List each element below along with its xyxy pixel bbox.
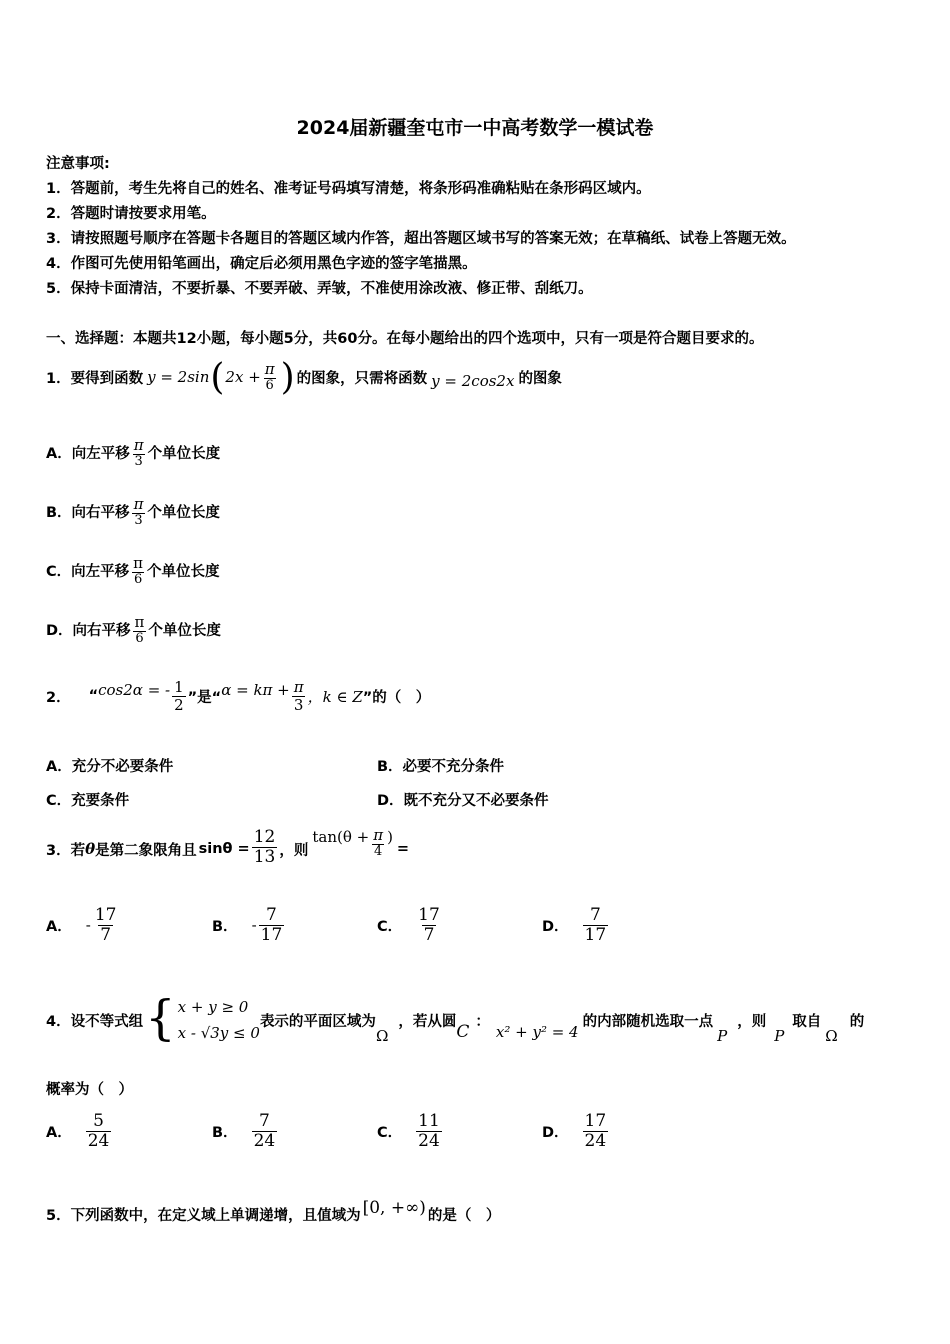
q3-b-num: 7 xyxy=(266,905,277,925)
q4-t2: ，若从圆 xyxy=(398,1013,457,1030)
note-item-5: 5．保持卡面清洁，不要折暴、不要弄破、弄皱，不准使用涂改液、修正带、刮纸刀。 xyxy=(46,281,593,297)
q1-option-c-label: C．向左平移 xyxy=(46,564,130,581)
q4-brace: { xyxy=(145,990,176,1046)
q4-d-num: 17 xyxy=(584,1111,607,1131)
question-4 xyxy=(46,990,864,1050)
q1-f1-inner: 2x + xyxy=(225,368,261,386)
q4-c-frac xyxy=(416,1112,442,1150)
q4-t5: 取自 xyxy=(792,1013,822,1030)
q4-P-2: P xyxy=(774,1027,785,1045)
q4-b-num: 7 xyxy=(258,1111,270,1131)
q3-b-sign: - xyxy=(251,916,257,935)
q3-c-den: 7 xyxy=(423,924,435,945)
q4-c-den: 24 xyxy=(418,1130,440,1151)
q4-b-den: 24 xyxy=(253,1130,276,1151)
q1-f1-den: 6 xyxy=(265,377,274,393)
note-item-1: 1．答题前，考生先将自己的姓名、准考证号码填写清楚，将条形码准确粘贴在条形码区域内。 xyxy=(46,181,651,197)
q3-tan: tan(θ + xyxy=(312,828,370,846)
q3-a-den: 7 xyxy=(100,924,112,945)
q1-prefix: 1．要得到函数 xyxy=(46,370,144,387)
q1-option-b-tail: 个单位长度 xyxy=(147,505,220,522)
q1-suffix: 的图象 xyxy=(518,370,562,387)
q1-pi-over-6 xyxy=(263,361,277,393)
q2-cond1-num: 1 xyxy=(174,678,184,696)
q1-c-num: π xyxy=(133,554,144,572)
q2-open-quote: “ xyxy=(88,688,99,704)
q1-option-c-tail: 个单位长度 xyxy=(147,564,220,581)
q3-d-frac xyxy=(583,906,609,944)
q3-b-den: 17 xyxy=(260,924,283,945)
q3-tan-frac xyxy=(371,827,385,859)
q1-f1-num: π xyxy=(264,360,275,379)
q1-option-d-label: D．向右平移 xyxy=(46,623,131,640)
q4-a-den: 24 xyxy=(87,1130,110,1151)
q4-omega-1: Ω xyxy=(375,1027,389,1045)
q4-t1: 表示的平面区域为 xyxy=(259,1013,376,1030)
q4-a-num: 5 xyxy=(93,1111,104,1131)
q3-four: 4 xyxy=(373,843,383,859)
q4-prefix: 4．设不等式组 xyxy=(46,1013,144,1030)
q4-circle: x² + y² = 4 xyxy=(495,1023,579,1041)
q2-cond2-num: π xyxy=(293,678,304,696)
q4-ineq2: x - √3y ≤ 0 xyxy=(177,1024,260,1042)
q4-d-label: D． xyxy=(542,1124,569,1141)
q2-suffix: ”的（ ） xyxy=(362,689,431,706)
q4-b-label: B． xyxy=(212,1124,238,1141)
q2-option-c[interactable]: C．充要条件 xyxy=(46,793,130,809)
q1-option-b-label: B．向右平移 xyxy=(46,505,130,522)
page-title: 2024届新疆奎屯市一中高考数学一模试卷 xyxy=(296,117,654,139)
q3-theta: θ xyxy=(85,840,96,858)
note-item-4: 4．作图可先使用铅笔画出，确定后必须用黑色字迹的签字笔描黑。 xyxy=(46,256,477,272)
q3-num: 12 xyxy=(253,826,276,847)
q1-option-d-tail: 个单位长度 xyxy=(148,623,221,640)
q3-d-den: 17 xyxy=(584,924,607,945)
q4-ineq1: x + y ≥ 0 xyxy=(177,998,249,1016)
q4-t6: 的 xyxy=(849,1013,865,1030)
q3-a-label: A． xyxy=(46,918,72,935)
q4-b-frac xyxy=(252,1112,278,1150)
q3-option-b[interactable] xyxy=(212,906,286,944)
q2-cond2: α = kπ + xyxy=(221,681,290,699)
q1-option-a[interactable] xyxy=(46,437,220,469)
q1-c-den: 6 xyxy=(133,571,143,587)
q1-d-num: π xyxy=(134,613,145,631)
q4-option-d[interactable] xyxy=(542,1112,610,1150)
q1-option-d[interactable] xyxy=(46,614,221,646)
section-heading: 一、选择题：本题共12小题，每小题5分，共60分。在每小题给出的四个选项中，只有一项是符合题目要求的。 xyxy=(46,331,764,347)
q1-option-a-frac xyxy=(132,437,146,469)
q4-c-num: 11 xyxy=(418,1111,440,1131)
q3-sin-frac xyxy=(252,828,278,866)
q4-line2: 概率为（ ） xyxy=(46,1082,133,1098)
question-1 xyxy=(46,355,562,399)
q4-option-c[interactable] xyxy=(377,1112,444,1150)
q1-paren-close: ) xyxy=(280,356,295,398)
q3-a-num: 17 xyxy=(94,905,117,925)
q1-option-a-label: A．向左平移 xyxy=(46,446,130,463)
notes-heading: 注意事项: xyxy=(46,156,110,172)
q4-system xyxy=(178,994,260,1046)
q4-d-frac xyxy=(583,1112,609,1150)
q2-cond2-den: 3 xyxy=(293,695,304,714)
q3-option-c[interactable] xyxy=(377,906,444,944)
note-item-3: 3．请按照题号顺序在答题卡各题目的答题区域内作答，超出答题区域书写的答案无效；在草稿纸、试卷上答题无效。 xyxy=(46,231,796,247)
q1-a-num: π xyxy=(133,436,144,454)
q1-f1-lhs: y = 2sin xyxy=(147,368,210,386)
q3-c-label: C． xyxy=(377,918,403,935)
q4-C: C xyxy=(456,1022,470,1042)
q5-suffix: 的是（ ） xyxy=(427,1207,501,1224)
q2-option-b[interactable]: B．必要不充分条件 xyxy=(377,759,505,775)
question-3 xyxy=(46,821,409,877)
q2-cond2-tail: ，k ∈ Z xyxy=(307,687,363,706)
q3-c-num: 17 xyxy=(418,905,440,925)
q4-a-label: A． xyxy=(46,1124,72,1141)
q1-b-num: π xyxy=(133,495,144,513)
q1-d-den: 6 xyxy=(135,630,144,646)
q2-is: ”是“ xyxy=(187,689,222,706)
q4-t4: ，则 xyxy=(737,1013,767,1030)
q4-omega-2: Ω xyxy=(825,1027,838,1045)
q1-option-c[interactable] xyxy=(46,555,220,587)
q1-b-den: 3 xyxy=(134,512,143,528)
q3-option-a[interactable] xyxy=(46,906,120,944)
q1-mid: 的图象，只需将函数 xyxy=(296,370,428,387)
q2-cond1-den: 2 xyxy=(174,695,184,714)
q2-number: 2． xyxy=(46,689,71,706)
q3-option-d[interactable] xyxy=(542,906,610,944)
q4-colon: ： xyxy=(475,1013,490,1030)
q3-then: ，则 xyxy=(279,842,309,859)
q1-f2: y = 2cos2x xyxy=(431,372,515,390)
q3-den: 13 xyxy=(253,846,276,867)
q3-prefix: 3．若 xyxy=(46,842,86,859)
q3-a-sign: - xyxy=(85,916,91,935)
q3-eq: = xyxy=(396,841,410,857)
q1-paren-open: ( xyxy=(210,356,225,398)
q4-d-den: 24 xyxy=(584,1130,607,1151)
q2-option-d[interactable]: D．既不充分又不必要条件 xyxy=(377,793,549,809)
question-5 xyxy=(46,1196,500,1232)
q2-option-a[interactable]: A．充分不必要条件 xyxy=(46,759,174,775)
q1-option-d-frac xyxy=(133,614,147,646)
q3-mid: 是第二象限角且 xyxy=(95,842,197,859)
q3-a-frac xyxy=(93,906,119,944)
q4-t3: 的内部随机选取一点 xyxy=(582,1013,714,1030)
q5-interval: [0, +∞) xyxy=(362,1198,426,1218)
note-item-2: 2．答题时请按要求用笔。 xyxy=(46,206,216,222)
q4-c-label: C． xyxy=(377,1124,403,1141)
q2-cond2-frac xyxy=(292,679,306,713)
q3-d-label: D． xyxy=(542,918,569,935)
q3-b-label: B． xyxy=(212,918,238,935)
q1-a-den: 3 xyxy=(134,453,143,469)
q1-option-a-tail: 个单位长度 xyxy=(147,446,221,463)
q4-option-a[interactable] xyxy=(46,1112,113,1150)
q1-option-b[interactable] xyxy=(46,496,220,528)
q3-c-frac xyxy=(416,906,442,944)
q4-option-b[interactable] xyxy=(212,1112,279,1150)
q3-pi: π xyxy=(373,826,384,845)
q4-a-frac xyxy=(86,1112,112,1150)
q2-cond1-frac xyxy=(172,679,186,713)
q1-option-b-frac xyxy=(132,496,146,528)
q3-sin: sinθ = xyxy=(198,841,250,857)
q3-close: ) xyxy=(387,828,393,846)
question-2 xyxy=(46,672,430,720)
q2-cond1: cos2α = - xyxy=(98,681,171,699)
q3-b-frac xyxy=(259,906,285,944)
q1-option-c-frac xyxy=(131,555,145,587)
q4-P-1: P xyxy=(717,1027,728,1045)
q3-d-num: 7 xyxy=(589,905,601,925)
q5-prefix: 5．下列函数中，在定义域上单调递增，且值域为 xyxy=(46,1207,361,1224)
